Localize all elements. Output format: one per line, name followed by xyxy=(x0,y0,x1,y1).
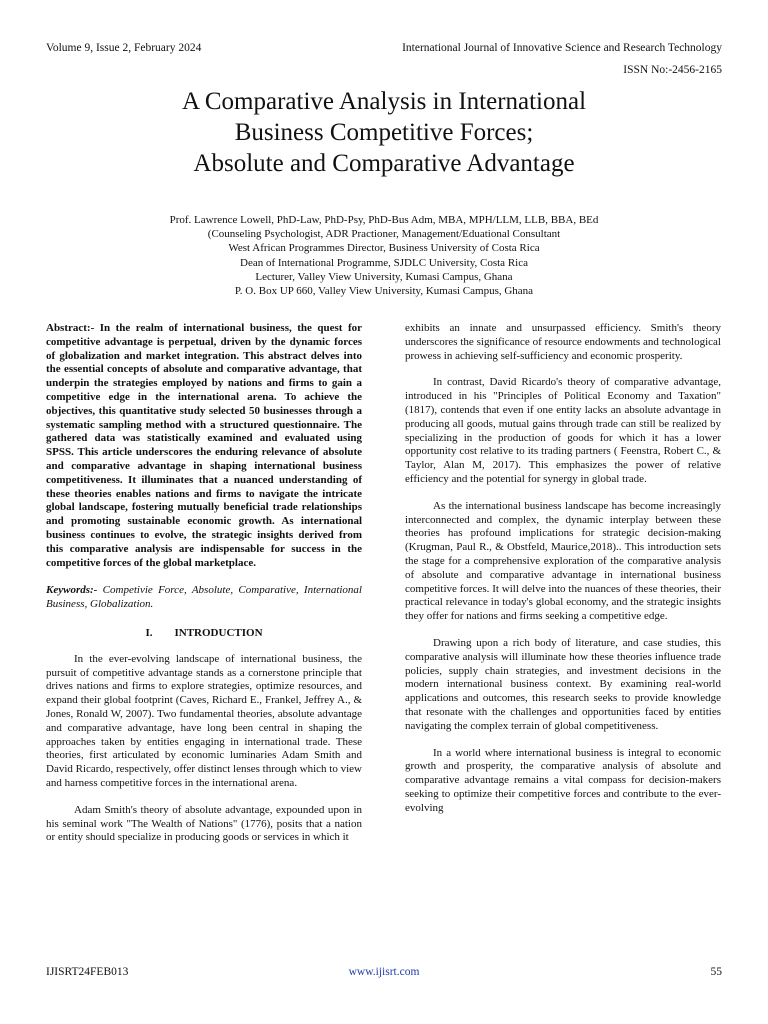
paragraph: Drawing upon a rich body of literature, and case studies, this comparative analysis will illuminate how these theories influence trade policies, supply chain strategies, and investment decisions in the modern international business context. By examining real-world applications and outcomes, this research seeks to provide knowledge that resonate with the challenges and opportunities faced by entities navigating the complex terrain of global competitiveness. xyxy=(405,636,721,732)
paragraph: exhibits an innate and unsurpassed efficiency. Smith's theory underscores the significance of resource endowments and technological prowess in achieving self-sufficiency and economic prosperity. xyxy=(405,322,721,362)
paragraph: In contrast, David Ricardo's theory of comparative advantage, introduced in his "Principles of Political Economy and Taxation" (1817), contends that even if one entity lacks an absolute advantage in producing all goods, mutual gains through trade can still be realized by specializing in the production of goods for which it has a lower opportunity cost relative to its trading partners ( Feenstra, Robert C., & Taylor, Alan M, 2017). This emphasizes the power of relative efficiency and the potential for synergy in global trade. xyxy=(405,376,721,485)
author-line: P. O. Box UP 660, Valley View University, Kumasi Campus, Ghana xyxy=(234,285,534,298)
section-heading xyxy=(46,627,362,641)
keywords xyxy=(46,584,362,612)
title-line: Business Competitive Forces; xyxy=(234,119,534,146)
paragraph: In the ever-evolving landscape of international business, the pursuit of competitive advantage stands as a cornerstone principle that drives nations and firms to explore strategies, optimize resources, and expand their global footprint (Caves, Richard E., Frankel, Jeffrey A., & Jones, Ronald W, 2007). Two fundamental theories, absolute advantage and comparative advantage, have long been central in shaping the approaches taken by entities engaging in international trade. These theories, first articulated by economic luminaries Adam Smith and David Ricardo, respectively, offer distinct lenses through which to view and harness competitive forces in the international arena. xyxy=(46,652,362,789)
author-line: Lecturer, Valley View University, Kumasi Campus, Ghana xyxy=(255,270,513,283)
author-block xyxy=(60,213,708,298)
footer-website-wrap xyxy=(0,966,768,978)
header-journal: International Journal of Innovative Science and Research Technology xyxy=(402,42,722,54)
author-line: Prof. Lawrence Lowell, PhD-Law, PhD-Psy, PhD-Bus Adm, MBA, MPH/LLM, LLB, BBA, BEd xyxy=(169,214,599,226)
title-line: Absolute and Comparative Advantage xyxy=(193,150,575,177)
author-line: (Counseling Psychologist, ADR Practioner, Management/Eduational Consultant xyxy=(207,228,561,241)
abstract: Abstract:- In the realm of international business, the quest for competitive advantage is perpetual, driven by the dynamic forces of globalization and market integration. This abstract delves into the essential concepts of absolute and comparative advantage, that underpin the strategies employed by nations and firms to gain a competitive edge in the international arena. To achieve the objectives, this quantitative study selected 50 businesses through a systematic sampling method with a structured questionnaire. The gathered data was statistically examined and evaluated using SPSS. This article underscores the enduring relevance of absolute and comparative advantage in shaping international business competitiveness. It illuminates that a nuanced understanding of these theories enables nations and firms to navigate the intricate global landscape, fostering mutually beneficial trade relationships and promoting sustainable economic growth. As international business continues to evolve, the strategic insights derived from this comparative analysis are indispensable for success in the competitive forces of the global marketplace. xyxy=(46,322,362,569)
footer-page-number: 55 xyxy=(710,966,722,978)
author-line: West African Programmes Director, Business University of Costa Rica xyxy=(228,242,540,255)
section-title: INTRODUCTION xyxy=(174,626,263,639)
header-volume: Volume 9, Issue 2, February 2024 xyxy=(46,42,202,54)
paper-title xyxy=(60,86,708,179)
keywords-text: Competivie Force, Absolute, Comparative, International Business, Globalization. xyxy=(46,584,362,611)
author-line: Dean of International Programme, SJDLC University, Costa Rica xyxy=(240,256,528,269)
footer-website-link[interactable]: www.ijisrt.com xyxy=(348,966,420,978)
title-line: A Comparative Analysis in International xyxy=(181,88,587,115)
header-issn: ISSN No:-2456-2165 xyxy=(623,64,722,76)
paragraph: Adam Smith's theory of absolute advantage, expounded upon in his seminal work "The Wealth of Nations" (1776), posits that a nation or entity should specialize in producing goods or services in which it xyxy=(46,803,362,844)
left-column xyxy=(46,322,362,845)
paragraph: In a world where international business is integral to economic growth and prosperity, the comparative analysis of absolute and comparative advantage remains a vital compass for decision-makers seeking to optimize their competitive forces and contribute to the ever-evolving xyxy=(405,746,721,814)
section-number: I. xyxy=(145,626,153,639)
footer-paper-id: IJISRT24FEB013 xyxy=(46,966,129,978)
keywords-label: Keywords:- xyxy=(46,584,98,597)
paragraph: As the international business landscape has become increasingly interconnected and complex, the dynamic interplay between these theories has profound implications for strategic decision-making (Krugman, Paul R., & Obstfeld, Maurice,2018).. This introduction sets the stage for a comprehensive exploration of the comparative analysis of absolute and comparative advantage in international business competitive forces. It will delve into the nuances of these theories, their practical relevance in today's global economy, and the strategic insights they offer for nations and firms seeking a competitive edge. xyxy=(405,499,721,623)
right-column xyxy=(405,322,721,816)
